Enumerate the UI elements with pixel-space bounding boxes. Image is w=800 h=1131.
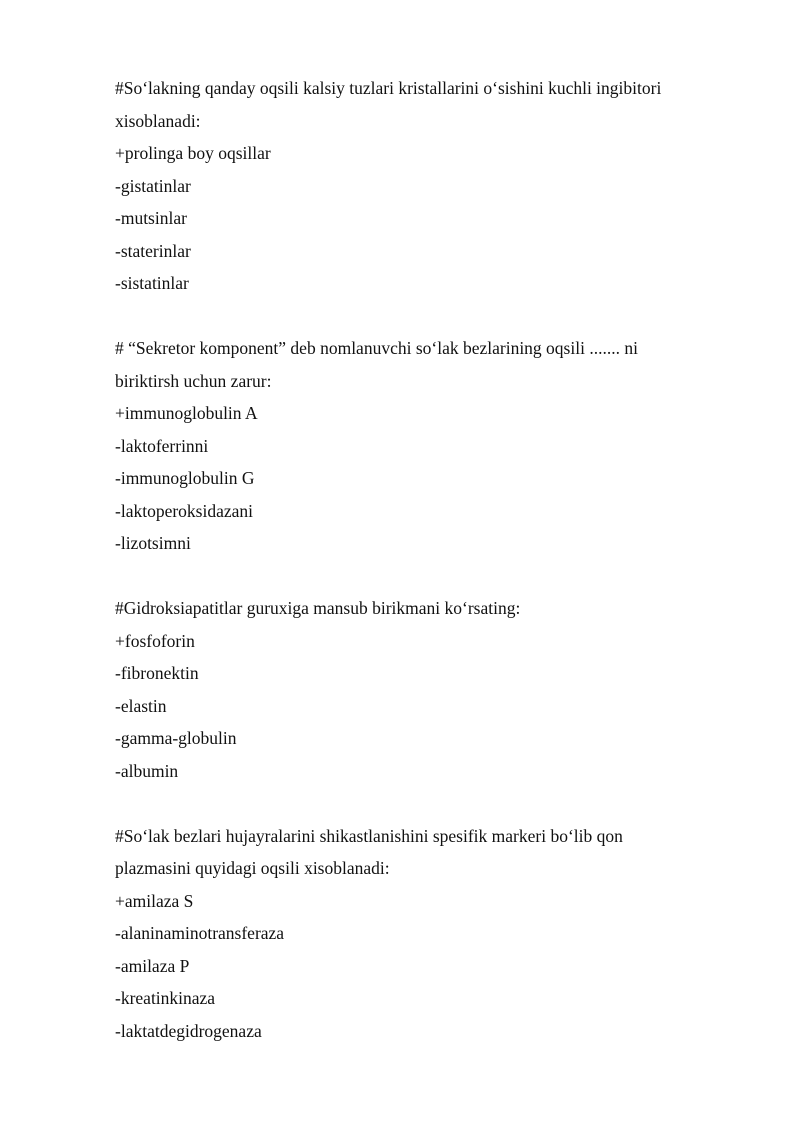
question-text: plazmasini quyidagi oqsili xisoblanadi: (115, 858, 390, 878)
document-page (115, 72, 715, 1080)
wrong-answer: -mutsinlar (115, 208, 187, 228)
question-text: biriktirsh uchun zarur: (115, 370, 272, 391)
wrong-answer: -elastin (115, 695, 167, 716)
question-block-3 (115, 592, 715, 787)
correct-answer: +fosfoforin (115, 630, 195, 651)
question-block-1 (115, 72, 715, 300)
correct-answer: +prolinga boy oqsillar (115, 143, 271, 163)
wrong-answer: -staterinlar (115, 240, 191, 261)
question-block-2 (115, 332, 715, 560)
wrong-answer: -sistatinlar (115, 273, 189, 293)
question-text: # “Sekretor komponent” deb nomlanuvchi so‘lak bezlarining oqsili ....... ni (115, 338, 638, 358)
correct-answer: +immunoglobulin A (115, 403, 258, 423)
question-block-4 (115, 820, 715, 1048)
wrong-answer: -amilaza P (115, 955, 190, 976)
wrong-answer: -laktoperoksidazani (115, 500, 254, 521)
question-text: #So‘lak bezlari hujayralarini shikastlanishini spesifik markeri bo‘lib qon (115, 825, 623, 846)
wrong-answer: -kreatinkinaza (115, 988, 216, 1008)
wrong-answer: -fibronektin (115, 663, 199, 683)
wrong-answer: -lizotsimni (115, 533, 191, 553)
wrong-answer: -gistatinlar (115, 175, 191, 196)
wrong-answer: -gamma-globulin (115, 728, 237, 748)
wrong-answer: -albumin (115, 760, 179, 781)
question-text: xisoblanadi: (115, 110, 201, 131)
correct-answer: +amilaza S (115, 890, 194, 911)
wrong-answer: -laktoferrinni (115, 435, 209, 456)
question-text: #Gidroksiapatitlar guruxiga mansub birikmani ko‘rsating: (115, 598, 521, 618)
question-text: #So‘lakning qanday oqsili kalsiy tuzlari kristallarini o‘sishini kuchli ingibitori (115, 78, 662, 98)
wrong-answer: -alaninaminotransferaza (115, 923, 285, 943)
wrong-answer: -immunoglobulin G (115, 468, 255, 488)
wrong-answer: -laktatdegidrogenaza (115, 1020, 262, 1041)
